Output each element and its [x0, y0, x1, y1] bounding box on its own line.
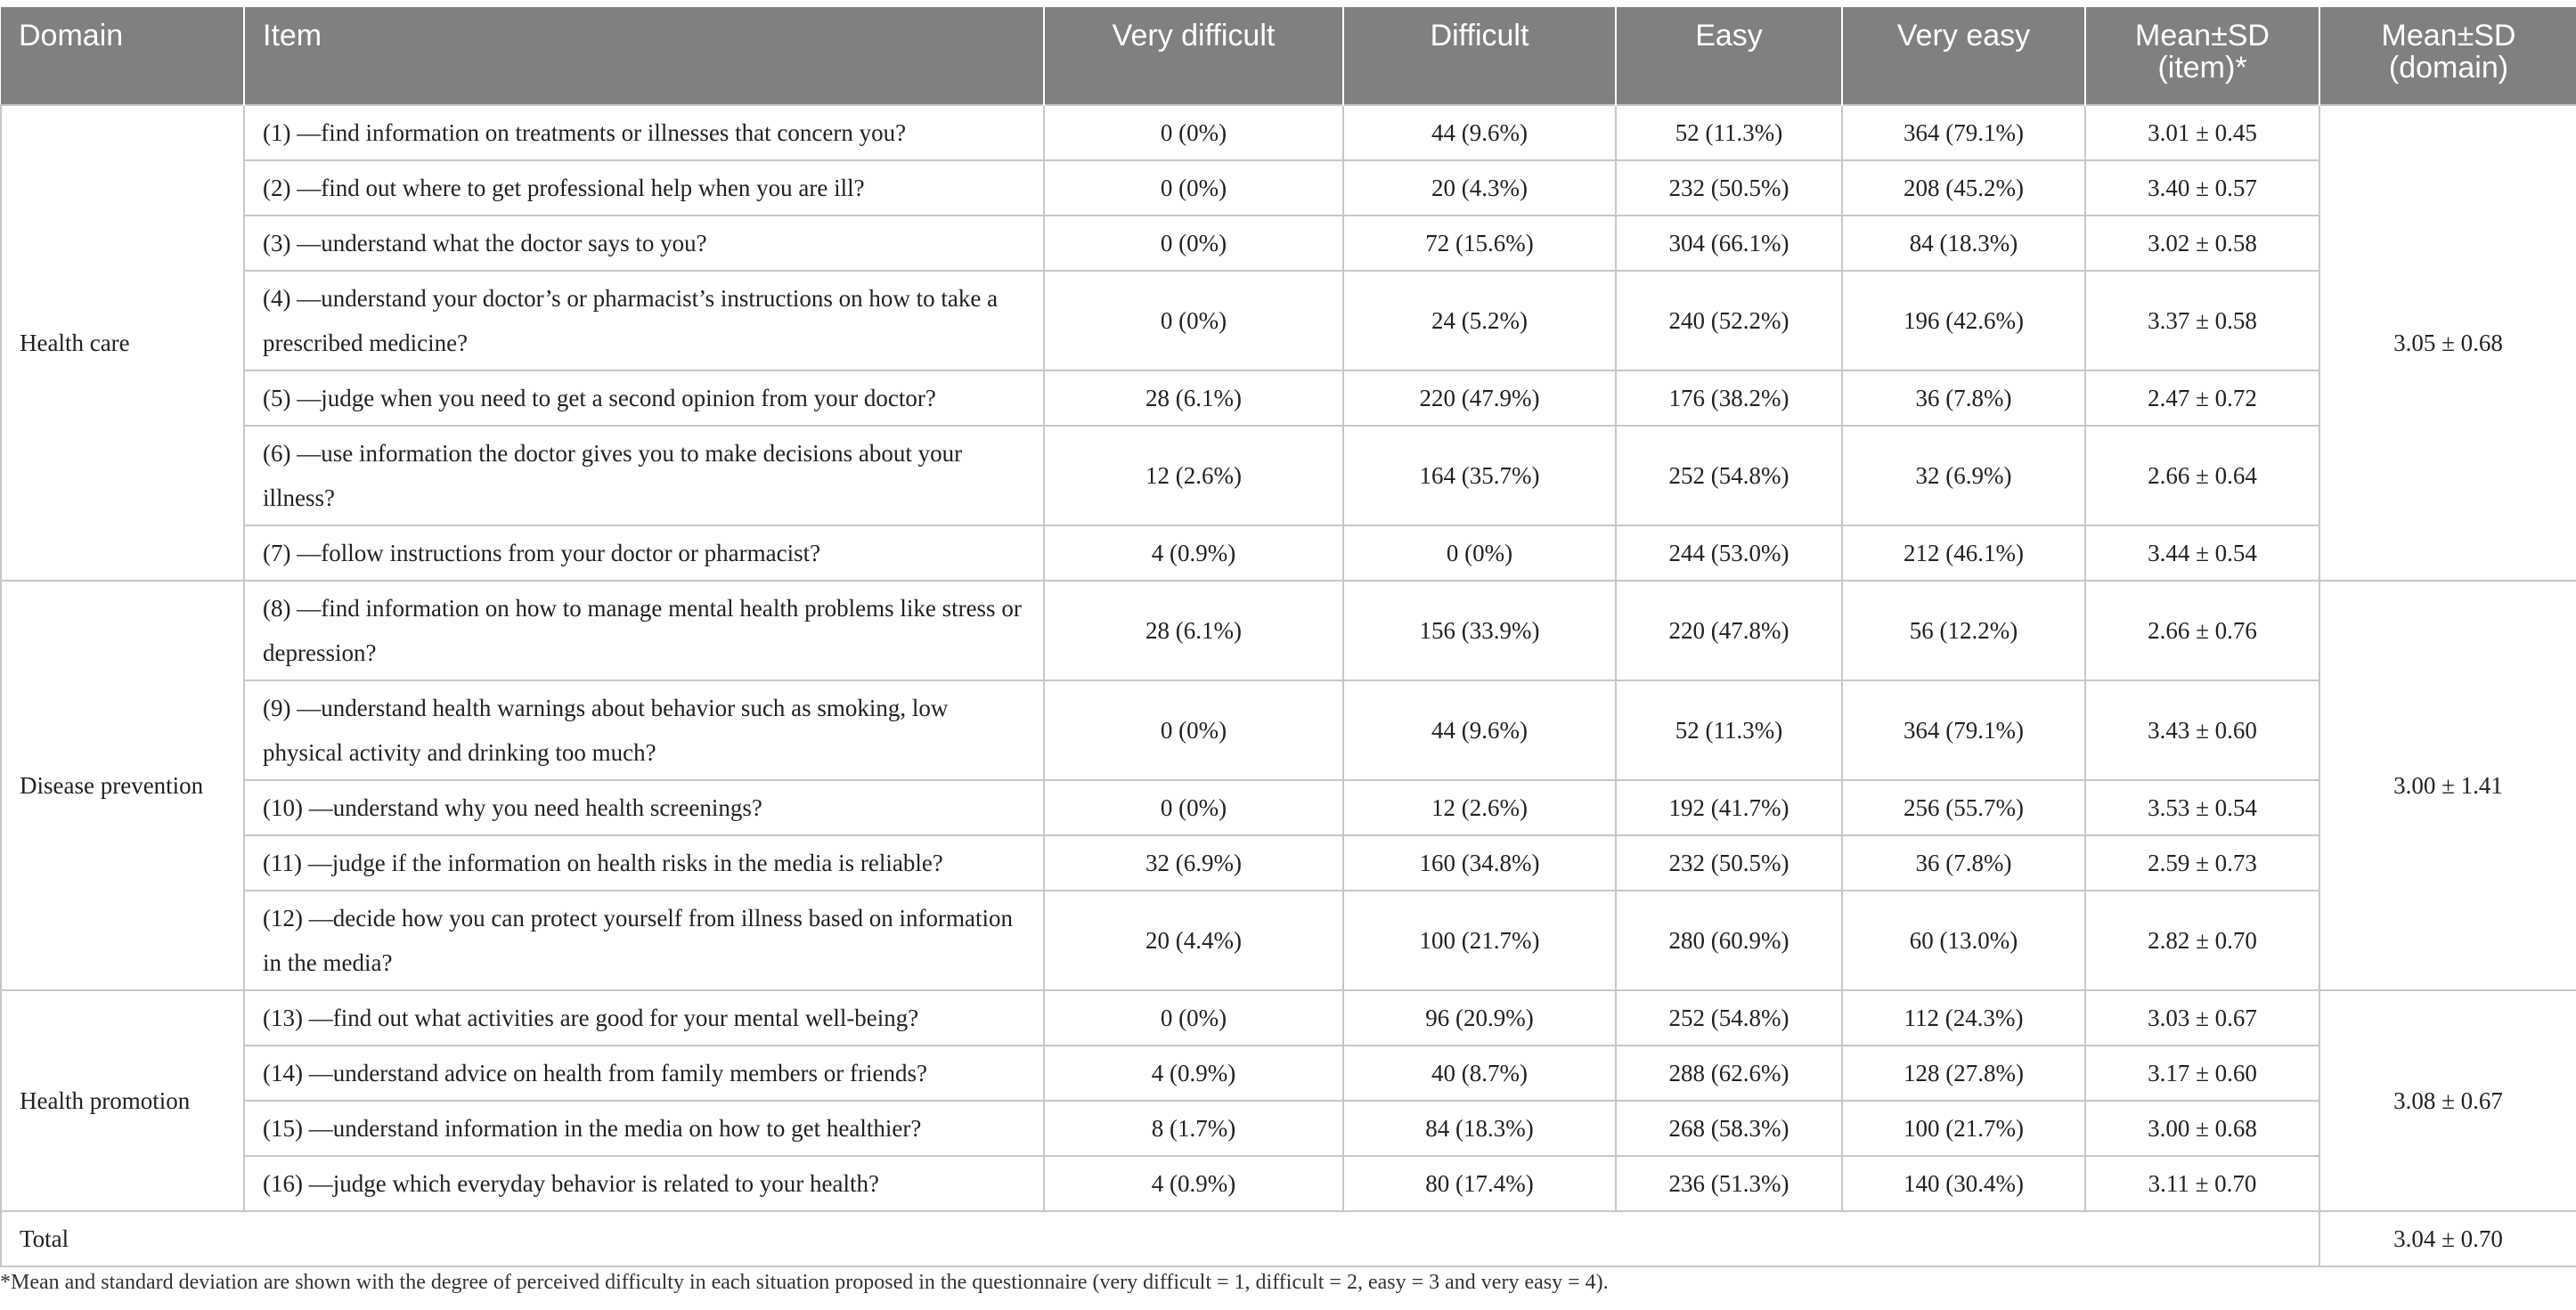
table-row	[1, 271, 2576, 370]
table-row	[1, 370, 2576, 426]
easy-cell: 304 (66.1%)	[1616, 216, 1842, 271]
domain-mean-sd-cell: 3.05 ± 0.68	[2319, 105, 2576, 581]
header-easy: Easy	[1616, 7, 1842, 105]
very-difficult-cell: 0 (0%)	[1044, 680, 1343, 780]
mean-sd-item-cell: 3.11 ± 0.70	[2085, 1156, 2319, 1211]
item-cell: (4) —understand your doctor’s or pharmacist’s instructions on how to take a prescribed medicine?	[244, 271, 1044, 370]
mean-sd-item-cell: 3.37 ± 0.58	[2085, 271, 2319, 370]
table-footnote: *Mean and standard deviation are shown with the degree of perceived difficulty in each situation proposed in the questionnaire (very difficult = 1, difficult = 2, easy = 3 and very easy = 4).	[0, 1271, 1609, 1294]
mean-sd-item-cell: 3.01 ± 0.45	[2085, 105, 2319, 160]
mean-sd-item-cell: 2.66 ± 0.76	[2085, 581, 2319, 680]
table-row	[1, 1156, 2576, 1211]
total-row	[1, 1211, 2576, 1266]
difficult-cell: 44 (9.6%)	[1343, 680, 1616, 780]
very-easy-cell: 32 (6.9%)	[1842, 426, 2085, 525]
health-literacy-table	[0, 7, 2576, 1267]
difficult-cell: 96 (20.9%)	[1343, 990, 1616, 1046]
item-cell: (7) —follow instructions from your doctor or pharmacist?	[244, 525, 1044, 581]
mean-sd-item-cell: 2.47 ± 0.72	[2085, 370, 2319, 426]
difficult-cell: 80 (17.4%)	[1343, 1156, 1616, 1211]
mean-sd-item-cell: 3.53 ± 0.54	[2085, 780, 2319, 835]
header-item: Item	[244, 7, 1044, 105]
very-easy-cell: 84 (18.3%)	[1842, 216, 2085, 271]
table-row	[1, 525, 2576, 581]
item-cell: (14) —understand advice on health from family members or friends?	[244, 1046, 1044, 1101]
mean-sd-item-cell: 2.59 ± 0.73	[2085, 835, 2319, 891]
item-cell: (6) —use information the doctor gives you to make decisions about your illness?	[244, 426, 1044, 525]
very-easy-cell: 100 (21.7%)	[1842, 1101, 2085, 1156]
header-very-difficult: Very difficult	[1044, 7, 1343, 105]
very-difficult-cell: 0 (0%)	[1044, 780, 1343, 835]
very-difficult-cell: 0 (0%)	[1044, 216, 1343, 271]
item-cell: (9) —understand health warnings about behavior such as smoking, low physical activity and drinking too much?	[244, 680, 1044, 780]
very-easy-cell: 56 (12.2%)	[1842, 581, 2085, 680]
very-difficult-cell: 12 (2.6%)	[1044, 426, 1343, 525]
mean-sd-item-cell: 3.43 ± 0.60	[2085, 680, 2319, 780]
very-easy-cell: 112 (24.3%)	[1842, 990, 2085, 1046]
item-cell: (13) —find out what activities are good for your mental well-being?	[244, 990, 1044, 1046]
item-cell: (15) —understand information in the media on how to get healthier?	[244, 1101, 1044, 1156]
table-row	[1, 1101, 2576, 1156]
easy-cell: 240 (52.2%)	[1616, 271, 1842, 370]
very-difficult-cell: 0 (0%)	[1044, 271, 1343, 370]
easy-cell: 244 (53.0%)	[1616, 525, 1842, 581]
very-easy-cell: 364 (79.1%)	[1842, 105, 2085, 160]
very-easy-cell: 364 (79.1%)	[1842, 680, 2085, 780]
total-mean-sd: 3.04 ± 0.70	[2319, 1211, 2576, 1266]
domain-name-cell: Health care	[1, 105, 244, 581]
very-easy-cell: 128 (27.8%)	[1842, 1046, 2085, 1101]
table-row	[1, 581, 2576, 680]
domain-name-cell: Health promotion	[1, 990, 244, 1211]
very-easy-cell: 36 (7.8%)	[1842, 835, 2085, 891]
table-row	[1, 1046, 2576, 1101]
easy-cell: 288 (62.6%)	[1616, 1046, 1842, 1101]
header-row	[1, 7, 2576, 105]
easy-cell: 252 (54.8%)	[1616, 990, 1842, 1046]
item-cell: (2) —find out where to get professional help when you are ill?	[244, 160, 1044, 216]
very-difficult-cell: 0 (0%)	[1044, 160, 1343, 216]
difficult-cell: 40 (8.7%)	[1343, 1046, 1616, 1101]
table-body	[1, 105, 2576, 1266]
very-difficult-cell: 4 (0.9%)	[1044, 525, 1343, 581]
very-difficult-cell: 8 (1.7%)	[1044, 1101, 1343, 1156]
easy-cell: 236 (51.3%)	[1616, 1156, 1842, 1211]
item-cell: (16) —judge which everyday behavior is related to your health?	[244, 1156, 1044, 1211]
very-difficult-cell: 4 (0.9%)	[1044, 1156, 1343, 1211]
item-cell: (8) —find information on how to manage mental health problems like stress or depression?	[244, 581, 1044, 680]
difficult-cell: 220 (47.9%)	[1343, 370, 1616, 426]
easy-cell: 52 (11.3%)	[1616, 680, 1842, 780]
table-row	[1, 891, 2576, 990]
difficult-cell: 0 (0%)	[1343, 525, 1616, 581]
mean-sd-item-cell: 3.17 ± 0.60	[2085, 1046, 2319, 1101]
very-difficult-cell: 28 (6.1%)	[1044, 581, 1343, 680]
mean-sd-item-cell: 3.02 ± 0.58	[2085, 216, 2319, 271]
header-domain: Domain	[1, 7, 244, 105]
difficult-cell: 164 (35.7%)	[1343, 426, 1616, 525]
easy-cell: 232 (50.5%)	[1616, 835, 1842, 891]
very-easy-cell: 196 (42.6%)	[1842, 271, 2085, 370]
mean-sd-item-cell: 3.00 ± 0.68	[2085, 1101, 2319, 1156]
total-label: Total	[1, 1211, 2319, 1266]
item-cell: (5) —judge when you need to get a second opinion from your doctor?	[244, 370, 1044, 426]
very-easy-cell: 256 (55.7%)	[1842, 780, 2085, 835]
table-row	[1, 835, 2576, 891]
difficult-cell: 44 (9.6%)	[1343, 105, 1616, 160]
mean-sd-item-cell: 3.03 ± 0.67	[2085, 990, 2319, 1046]
difficult-cell: 160 (34.8%)	[1343, 835, 1616, 891]
item-cell: (11) —judge if the information on health risks in the media is reliable?	[244, 835, 1044, 891]
easy-cell: 232 (50.5%)	[1616, 160, 1842, 216]
mean-sd-item-cell: 3.44 ± 0.54	[2085, 525, 2319, 581]
domain-mean-sd-cell: 3.08 ± 0.67	[2319, 990, 2576, 1211]
table-row	[1, 780, 2576, 835]
very-difficult-cell: 0 (0%)	[1044, 990, 1343, 1046]
easy-cell: 268 (58.3%)	[1616, 1101, 1842, 1156]
easy-cell: 192 (41.7%)	[1616, 780, 1842, 835]
very-difficult-cell: 32 (6.9%)	[1044, 835, 1343, 891]
difficult-cell: 20 (4.3%)	[1343, 160, 1616, 216]
easy-cell: 280 (60.9%)	[1616, 891, 1842, 990]
table-row	[1, 426, 2576, 525]
easy-cell: 176 (38.2%)	[1616, 370, 1842, 426]
table-row	[1, 105, 2576, 160]
easy-cell: 52 (11.3%)	[1616, 105, 1842, 160]
very-difficult-cell: 0 (0%)	[1044, 105, 1343, 160]
header-mean-sd-domain: Mean±SD (domain)	[2319, 7, 2576, 105]
difficult-cell: 24 (5.2%)	[1343, 271, 1616, 370]
table-row	[1, 216, 2576, 271]
very-easy-cell: 208 (45.2%)	[1842, 160, 2085, 216]
mean-sd-item-cell: 2.82 ± 0.70	[2085, 891, 2319, 990]
very-difficult-cell: 20 (4.4%)	[1044, 891, 1343, 990]
item-cell: (3) —understand what the doctor says to you?	[244, 216, 1044, 271]
table-row	[1, 680, 2576, 780]
difficult-cell: 84 (18.3%)	[1343, 1101, 1616, 1156]
difficult-cell: 100 (21.7%)	[1343, 891, 1616, 990]
difficult-cell: 156 (33.9%)	[1343, 581, 1616, 680]
item-cell: (10) —understand why you need health screenings?	[244, 780, 1044, 835]
very-difficult-cell: 28 (6.1%)	[1044, 370, 1343, 426]
mean-sd-item-cell: 3.40 ± 0.57	[2085, 160, 2319, 216]
table-row	[1, 160, 2576, 216]
very-difficult-cell: 4 (0.9%)	[1044, 1046, 1343, 1101]
table-row	[1, 990, 2576, 1046]
very-easy-cell: 140 (30.4%)	[1842, 1156, 2085, 1211]
domain-mean-sd-cell: 3.00 ± 1.41	[2319, 581, 2576, 990]
item-cell: (1) —find information on treatments or illnesses that concern you?	[244, 105, 1044, 160]
mean-sd-item-cell: 2.66 ± 0.64	[2085, 426, 2319, 525]
header-mean-sd-item: Mean±SD (item)*	[2085, 7, 2319, 105]
domain-name-cell: Disease prevention	[1, 581, 244, 990]
difficult-cell: 12 (2.6%)	[1343, 780, 1616, 835]
table-header	[1, 7, 2576, 105]
very-easy-cell: 212 (46.1%)	[1842, 525, 2085, 581]
difficult-cell: 72 (15.6%)	[1343, 216, 1616, 271]
header-difficult: Difficult	[1343, 7, 1616, 105]
header-very-easy: Very easy	[1842, 7, 2085, 105]
easy-cell: 252 (54.8%)	[1616, 426, 1842, 525]
very-easy-cell: 60 (13.0%)	[1842, 891, 2085, 990]
easy-cell: 220 (47.8%)	[1616, 581, 1842, 680]
very-easy-cell: 36 (7.8%)	[1842, 370, 2085, 426]
item-cell: (12) —decide how you can protect yourself from illness based on information in the media?	[244, 891, 1044, 990]
